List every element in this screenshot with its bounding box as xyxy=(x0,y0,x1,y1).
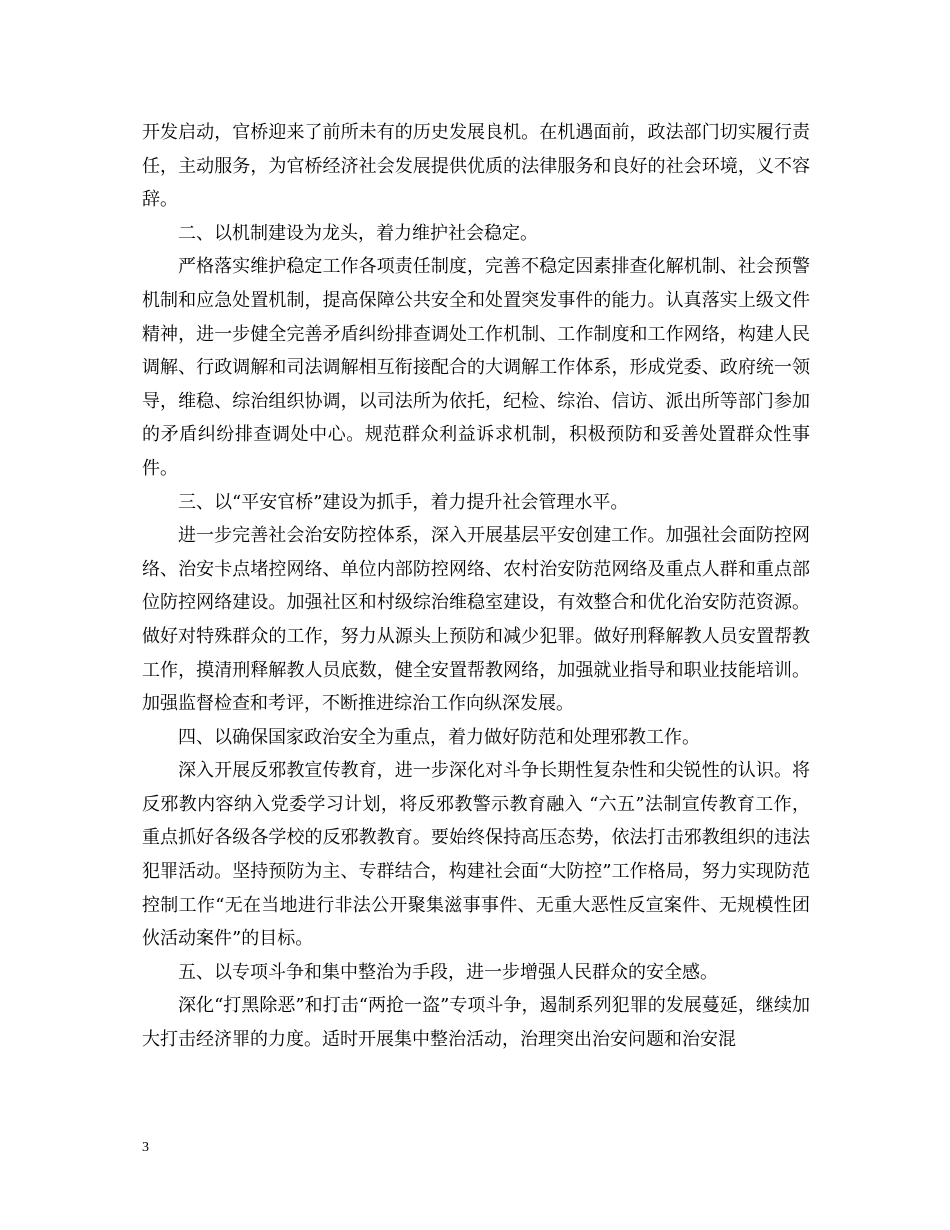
section-heading-4: 四、以确保国家政治安全为重点，着力做好防范和处理邪教工作。 xyxy=(178,726,700,748)
section-heading-2: 二、以机制建设为龙头，着力维护社会稳定。 xyxy=(178,222,538,244)
paragraph-body: 进一步完善社会治安防控体系，深入开展基层平安创建工作。加强社会面防控网络、治安卡点堵控网络、单位内部防控网络、农村治安防范网络及重点人群和重点部位防控网络建设。加强社区和村级综治维稳室建设，有效整合和优化治安防范资源。做好对特殊群众的工作，努力从源头上预防和减少犯罪。做好刑释解教人员安置帮教工作，摸清刑释解教人员底数，健全安置帮教网络，加强就业指导和职业技能培训。加强监督检查和考评，不断推进综治工作向纵深发展。 xyxy=(142,525,810,715)
section-heading-3: 三、以“平安官桥”建设为抓手，着力提升社会管理水平。 xyxy=(178,491,629,513)
paragraph-body: 严格落实维护稳定工作各项责任制度，完善不稳定因素排查化解机制、社会预警机制和应急处置机制，提高保障公共安全和处置突发事件的能力。认真落实上级文件精神，进一步健全完善矛盾纠纷排查调处工作机制、工作制度和工作网络，构建人民调解、行政调解和司法调解相互衔接配合的大调解工作体系，形成党委、政府统一领导，维稳、综治组织协调，以司法所为依托，纪检、综治、信访、派出所等部门参加的矛盾纠纷排查调处中心。规范群众利益诉求机制，积极预防和妥善处置群众性事件。 xyxy=(142,256,810,479)
paragraph-continuation: 开发启动，官桥迎来了前所未有的历史发展良机。在机遇面前，政法部门切实履行责任，主动服务，为官桥经济社会发展提供优质的法律服务和良好的社会环境，义不容辞。 xyxy=(142,122,810,211)
document-body xyxy=(142,116,810,1057)
section-heading-5: 五、以专项斗争和集中整治为手段，进一步增强人民群众的安全感。 xyxy=(178,961,718,983)
paragraph-body: 深入开展反邪教宣传教育，进一步深化对斗争长期性复杂性和尖锐性的认识。将反邪教内容纳入党委学习计划，将反邪教警示教育融入 “六五”法制宣传教育工作，重点抓好各级各学校的反邪教教育。要始终保持高压态势，依法打击邪教组织的违法犯罪活动。坚持预防为主、专群结合，构建社会面“大防控”工作格局，努力实现防范控制工作“无在当地进行非法公开聚集滋事事件、无重大恶性反宣案件、无规模性团伙活动案件”的目标。 xyxy=(142,760,810,950)
paragraph-body: 深化“打黑除恶”和打击“两抢一盗”专项斗争，遏制系列犯罪的发展蔓延，继续加大打击经济罪的力度。适时开展集中整治活动，治理突出治安问题和治安混 xyxy=(142,995,810,1051)
page-number: 3 xyxy=(142,1140,149,1155)
